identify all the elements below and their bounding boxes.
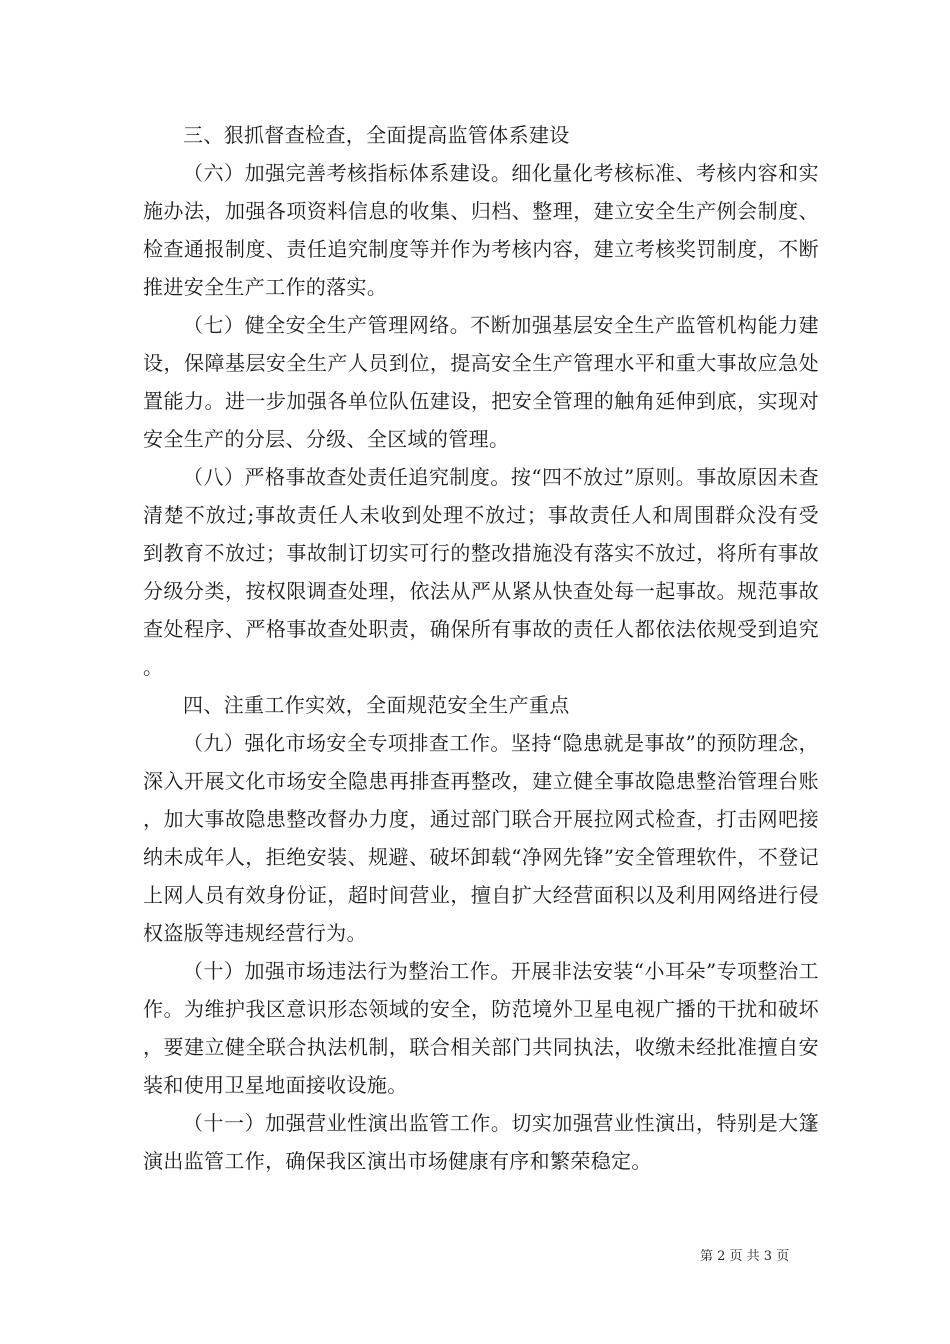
paragraph-8: （八）严格事故查处责任追究制度。按“四不放过”原则。事故原因未查清楚不放过;事故责任人未收到处理不放过；事故责任人和周围群众没有受到教育不放过；事故制订切实可行的整改措施没有落实不放过，将所有事故分级分类，按权限调查处理，依法从严从紧从快查处每一起事故。规范事故查处程序、严格事故查处职责，确保所有事故的责任人都依法依规受到追究。 [143, 465, 819, 679]
paragraph-11: （十一）加强营业性演出监管工作。切实加强营业性演出，特别是大篷演出监管工作，确保我区演出市场健康有序和繁荣稳定。 [143, 1111, 819, 1173]
page-number: 第 2 页 共 3 页 [700, 1249, 790, 1264]
section-heading-3: 三、狠抓督查检查，全面提高监管体系建设 [183, 123, 570, 147]
paragraph-10: （十）加强市场违法行为整治工作。开展非法安装“小耳朵”专项整治工作。为维护我区意识形态领域的安全，防范境外卫星电视广播的干扰和破坏，要建立健全联合执法机制，联合相关部门共同执法，收缴未经批准擅自安装和使用卫星地面接收设施。 [143, 959, 819, 1097]
section-heading-4: 四、注重工作实效，全面规范安全生产重点 [183, 693, 570, 717]
paragraph-9: （九）强化市场安全专项排查工作。坚持“隐患就是事故”的预防理念，深入开展文化市场安全隐患再排查再整改，建立健全事故隐患整治管理台账，加大事故隐患整改督办力度，通过部门联合开展拉网式检查，打击网吧接纳未成年人，拒绝安装、规避、破坏卸载“净网先锋”安全管理软件，不登记上网人员有效身份证，超时间营业，擅自扩大经营面积以及利用网络进行侵权盗版等违规经营行为。 [143, 731, 819, 945]
paragraph-6: （六）加强完善考核指标体系建设。细化量化考核标准、考核内容和实施办法，加强各项资料信息的收集、归档、整理，建立安全生产例会制度、检查通报制度、责任追究制度等并作为考核内容，建立考核奖罚制度，不断推进安全生产工作的落实。 [143, 161, 819, 299]
paragraph-7: （七）健全安全生产管理网络。不断加强基层安全生产监管机构能力建设，保障基层安全生产人员到位，提高安全生产管理水平和重大事故应急处置能力。进一步加强各单位队伍建设，把安全管理的触角延伸到底，实现对安全生产的分层、分级、全区域的管理。 [143, 313, 819, 451]
document-body [143, 116, 819, 1180]
